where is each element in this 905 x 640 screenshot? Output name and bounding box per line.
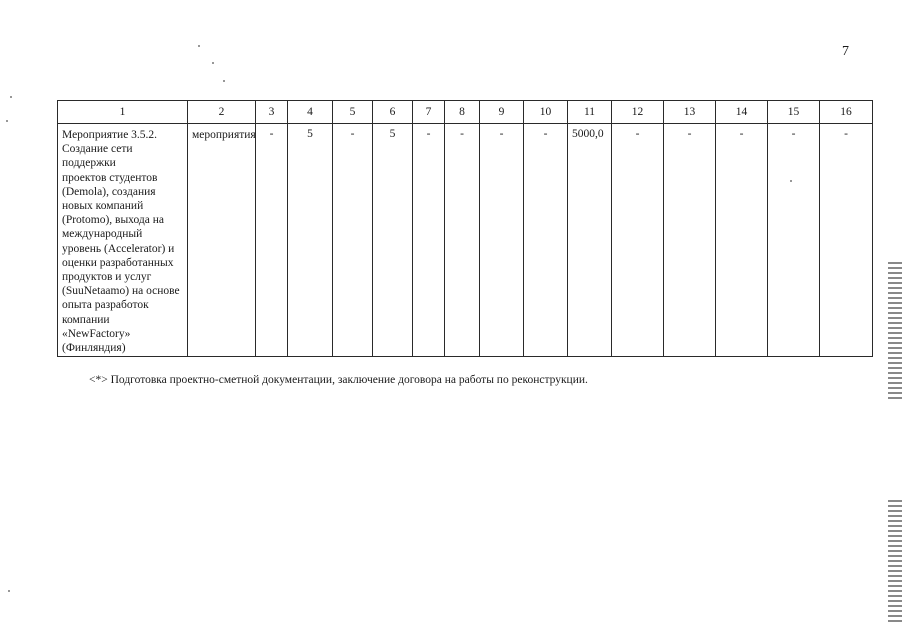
scan-edge-noise (888, 262, 902, 402)
header-cell-9: 9 (480, 101, 524, 124)
cell-col-10: - (524, 124, 568, 357)
cell-col-15: - (768, 124, 820, 357)
measures-table (57, 100, 873, 357)
header-cell-16: 16 (820, 101, 873, 124)
cell-col-6: 5 (373, 124, 413, 357)
measure-name-cell: Мероприятие 3.5.2. Создание сети поддержки проектов студентов (Demola), создания новых компаний (Protomo), выхода на международный уровень (Accelerator) и оценки разработанных продуктов и услуг (SuuNetaamo) на основе опыта разработок компании «NewFactory» (Финляндия) (58, 124, 188, 357)
header-cell-5: 5 (333, 101, 373, 124)
header-cell-1: 1 (58, 101, 188, 124)
page-number: 7 (842, 44, 849, 59)
cell-col-9: - (480, 124, 524, 357)
header-cell-15: 15 (768, 101, 820, 124)
measure-unit-cell: мероприятия (188, 124, 256, 357)
cell-col-12: - (612, 124, 664, 357)
scan-speck (198, 45, 200, 47)
scan-edge-noise (888, 500, 902, 625)
table-row (58, 124, 873, 357)
footnote: <*> Подготовка проектно-сметной документации, заключение договора на работы по реконструкции. (89, 374, 588, 386)
header-cell-3: 3 (256, 101, 288, 124)
header-cell-7: 7 (413, 101, 445, 124)
scan-speck (6, 120, 8, 122)
scan-speck (8, 590, 10, 592)
cell-col-4: 5 (288, 124, 333, 357)
cell-col-11: 5000,0 (568, 124, 612, 357)
cell-col-8: - (445, 124, 480, 357)
cell-col-14: - (716, 124, 768, 357)
header-cell-6: 6 (373, 101, 413, 124)
scan-speck (10, 96, 12, 98)
header-cell-12: 12 (612, 101, 664, 124)
cell-col-5: - (333, 124, 373, 357)
header-cell-2: 2 (188, 101, 256, 124)
scan-speck (223, 80, 225, 82)
cell-col-16: - (820, 124, 873, 357)
cell-col-7: - (413, 124, 445, 357)
cell-col-13: - (664, 124, 716, 357)
header-cell-11: 11 (568, 101, 612, 124)
header-cell-10: 10 (524, 101, 568, 124)
header-cell-8: 8 (445, 101, 480, 124)
header-cell-13: 13 (664, 101, 716, 124)
header-cell-4: 4 (288, 101, 333, 124)
header-cell-14: 14 (716, 101, 768, 124)
header-row (58, 101, 873, 124)
scan-speck (212, 62, 214, 64)
cell-col-3: - (256, 124, 288, 357)
scan-speck (790, 180, 792, 182)
